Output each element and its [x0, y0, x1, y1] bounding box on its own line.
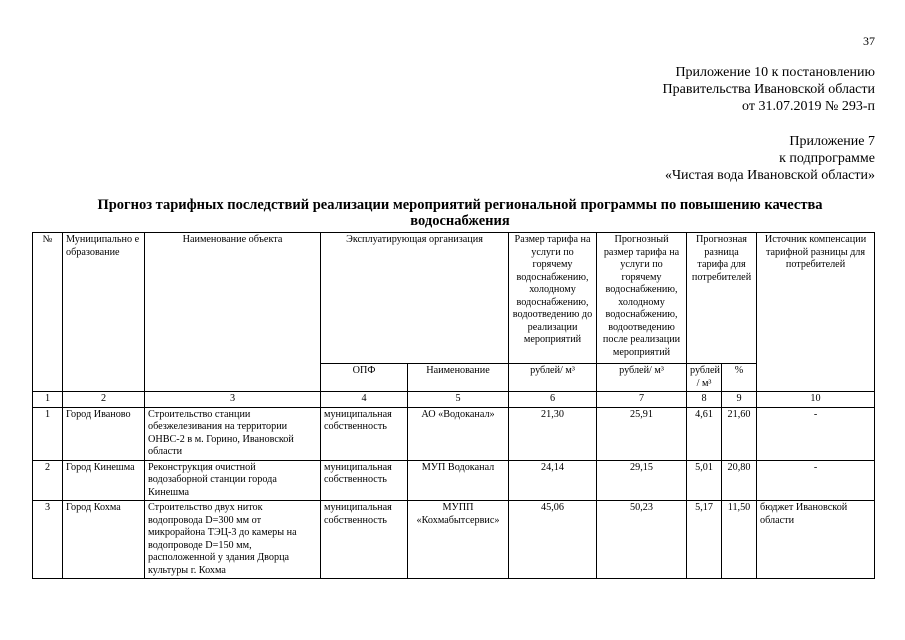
row-tariff-after: 29,15 — [597, 460, 687, 501]
column-number: 7 — [597, 392, 687, 408]
row-municipality: Город Иваново — [63, 407, 145, 460]
row-opf: муниципальная собственность — [321, 501, 408, 579]
row-organization: МУПП «Кохмабытсервис» — [408, 501, 509, 579]
row-diff-pct: 11,50 — [722, 501, 757, 579]
table-row — [33, 407, 875, 460]
header-operator: Эксплуатирующая организация — [321, 233, 509, 364]
appendix-sub-reference — [665, 133, 875, 184]
appendix-sub-line-3: «Чистая вода Ивановской области» — [664, 168, 875, 183]
row-object: Строительство станции обезжелезивания на территории ОНВС-2 в м. Горино, Ивановской области — [145, 407, 321, 460]
appendix-main-line-2: Правительства Ивановской области — [662, 82, 875, 97]
appendix-sub-line-2: к подпрограмме — [779, 151, 875, 166]
row-source: бюджет Ивановской области — [757, 501, 875, 579]
row-num: 3 — [33, 501, 63, 579]
appendix-main-line-3: от 31.07.2019 № 293-п — [742, 99, 875, 114]
column-number: 10 — [757, 392, 875, 408]
row-tariff-before: 24,14 — [509, 460, 597, 501]
subheader-unit-9: % — [722, 364, 757, 392]
header-tariff-after: Прогнозный размер тарифа на услуги по горячему водоснабжению, холодному водоснабжению, водоотведению после реализации мероприятий — [597, 233, 687, 364]
row-diff-pct: 20,80 — [722, 460, 757, 501]
row-organization: АО «Водоканал» — [408, 407, 509, 460]
row-source: - — [757, 460, 875, 501]
header-object: Наименование объекта — [145, 233, 321, 392]
column-number: 2 — [63, 392, 145, 408]
appendix-main-line-1: Приложение 10 к постановлению — [675, 65, 875, 80]
subheader-unit-8: рублей / м³ — [687, 364, 722, 392]
subheader-name: Наименование — [408, 364, 509, 392]
row-tariff-before: 21,30 — [509, 407, 597, 460]
row-tariff-before: 45,06 — [509, 501, 597, 579]
appendix-sub-line-1: Приложение 7 — [789, 134, 875, 149]
column-number: 1 — [33, 392, 63, 408]
column-number: 3 — [145, 392, 321, 408]
appendix-main-reference — [663, 64, 875, 115]
page-number: 37 — [863, 34, 875, 48]
column-number: 8 — [687, 392, 722, 408]
row-tariff-after: 25,91 — [597, 407, 687, 460]
document-title: Прогноз тарифных последствий реализации мероприятий региональной программы по повышению качества водоснабжения — [97, 197, 823, 229]
header-row — [33, 233, 875, 364]
row-organization: МУП Водоканал — [408, 460, 509, 501]
row-object: Строительство двух ниток водопровода D=300 мм от микрорайона ТЭЦ-3 до камеры на водопроводе D=150 мм, расположенной у здания Дворца культуры г. Кохма — [145, 501, 321, 579]
tariff-forecast-table — [32, 232, 875, 579]
row-source: - — [757, 407, 875, 460]
subheader-opf: ОПФ — [321, 364, 408, 392]
column-number: 5 — [408, 392, 509, 408]
row-object: Реконструкция очистной водозаборной станции города Кинешма — [145, 460, 321, 501]
column-number: 9 — [722, 392, 757, 408]
row-diff-rub: 4,61 — [687, 407, 722, 460]
header-difference: Прогнозная разница тарифа для потребителей — [687, 233, 757, 364]
subheader-unit-7: рублей/ м³ — [597, 364, 687, 392]
header-municipality: Муниципально е образование — [63, 233, 145, 392]
column-number: 6 — [509, 392, 597, 408]
column-number: 4 — [321, 392, 408, 408]
header-num: № — [33, 233, 63, 392]
header-source: Источник компенсации тарифной разницы для потребителей — [757, 233, 875, 392]
row-opf: муниципальная собственность — [321, 407, 408, 460]
column-numbers-row — [33, 392, 875, 408]
row-tariff-after: 50,23 — [597, 501, 687, 579]
row-municipality: Город Кинешма — [63, 460, 145, 501]
row-diff-pct: 21,60 — [722, 407, 757, 460]
subheader-unit-6: рублей/ м³ — [509, 364, 597, 392]
row-municipality: Город Кохма — [63, 501, 145, 579]
header-tariff-before: Размер тарифа на услуги по горячему водоснабжению, холодному водоснабжению, водоотведению до реализации мероприятий — [509, 233, 597, 364]
row-diff-rub: 5,17 — [687, 501, 722, 579]
row-num: 1 — [33, 407, 63, 460]
table-row — [33, 460, 875, 501]
row-diff-rub: 5,01 — [687, 460, 722, 501]
table-row — [33, 501, 875, 579]
row-num: 2 — [33, 460, 63, 501]
row-opf: муниципальная собственность — [321, 460, 408, 501]
